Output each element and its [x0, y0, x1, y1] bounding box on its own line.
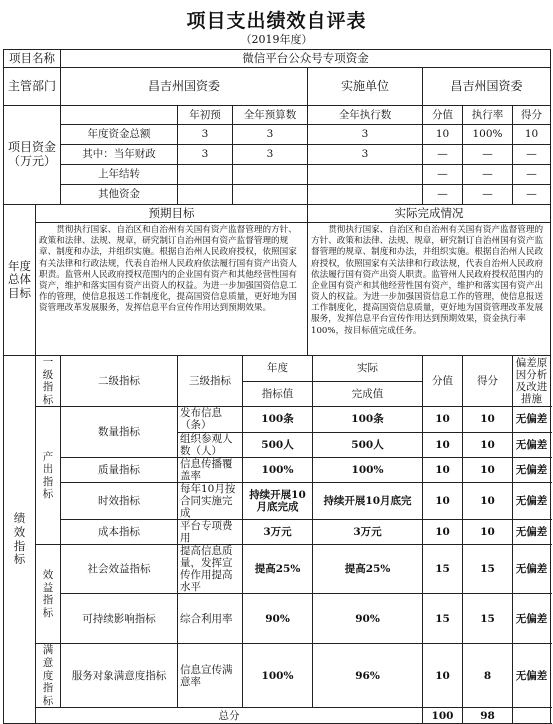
- level3-cell: 平台专项费用: [178, 519, 243, 544]
- header-level2: 二级指标: [61, 356, 178, 407]
- level2-cell: 服务对象满意度指标: [61, 644, 178, 708]
- actual-cell: 90%: [313, 594, 423, 644]
- score-cell: 10: [463, 482, 513, 519]
- value-cell: 15: [423, 594, 463, 644]
- indicator-row: [4, 482, 551, 519]
- funds-header-rate: 执行率: [463, 106, 513, 125]
- funds-row-score: —: [513, 185, 551, 205]
- value-cell: 10: [423, 482, 463, 519]
- level1-benefit: 效益指标: [36, 545, 61, 644]
- remark-cell: 无偏差: [513, 432, 551, 457]
- funds-row: [4, 165, 551, 185]
- funds-row-budget: 3: [233, 145, 308, 165]
- indicator-row: [4, 457, 551, 482]
- remark-cell: 无偏差: [513, 457, 551, 482]
- target-cell: 持续开展10月底完成: [243, 482, 313, 519]
- funds-row-rate: 100%: [463, 125, 513, 145]
- funds-label: 项目资金（万元）: [4, 106, 61, 205]
- actual-cell: 500人: [313, 432, 423, 457]
- funds-row-score-value: —: [423, 185, 463, 205]
- level2-cell: 可持续影响指标: [61, 594, 178, 644]
- score-cell: 10: [463, 432, 513, 457]
- funds-row-initial: 3: [178, 125, 233, 145]
- header-annual-bottom: 指标值: [243, 381, 313, 407]
- score-cell: 10: [463, 407, 513, 432]
- impl-value: 昌吉州国资委: [423, 68, 551, 106]
- remark-cell: 无偏差: [513, 644, 551, 708]
- funds-header-score-value: 分值: [423, 106, 463, 125]
- actual-cell: 96%: [313, 644, 423, 708]
- funds-row-initial: 3: [178, 145, 233, 165]
- project-name-row: [4, 50, 551, 68]
- goals-text-row: [4, 223, 551, 356]
- funds-row-score-value: 10: [423, 125, 463, 145]
- funds-header-score: 得分: [513, 106, 551, 125]
- funds-row-initial: [178, 165, 233, 185]
- funds-row: [4, 145, 551, 165]
- funds-row-score: —: [513, 165, 551, 185]
- goals-expected-text: 贯彻执行国家、自治区和自治州有关国有资产监督管理的方针、政策和法律、法规、规章，研究制订自治州国有资产监督管理的规章、制度和办法，并组织实施。根据自治州人民政府授权，依照国家有关法律和行政法规，代表自治州人民政府依法履行国有资产出资人职责。监管州人民政府授权范围内的企业国有资产和其他经营性国有资产，维护和落实国有资产出资人的权益。为进一步加强国资信息工作的管理，使信息报送工作制度化，提高国资信息质量，更好地为国资管理改革发展服务，发挥信息平台宣传作用达到预期效果。: [36, 223, 308, 356]
- total-score: 98: [463, 708, 513, 724]
- header-score-value: 分值: [423, 356, 463, 407]
- indicator-row: [4, 407, 551, 432]
- remark-cell: 无偏差: [513, 407, 551, 432]
- value-cell: 15: [423, 545, 463, 594]
- value-cell: 10: [423, 432, 463, 457]
- funds-row-exec: 3: [308, 125, 423, 145]
- target-cell: 提高25%: [243, 545, 313, 594]
- remark-cell: 无偏差: [513, 482, 551, 519]
- funds-row-name: 上年结转: [61, 165, 178, 185]
- evaluation-table: [3, 49, 551, 724]
- actual-cell: 持续开展10月底完: [313, 482, 423, 519]
- level2-cell: 质量指标: [61, 457, 178, 482]
- header-actual-top: 实际: [313, 356, 423, 382]
- total-label: 总分: [36, 708, 423, 724]
- indicator-row: [4, 644, 551, 708]
- level2-cell: 数量指标: [61, 407, 178, 457]
- remark-cell: 无偏差: [513, 519, 551, 544]
- actual-cell: 100条: [313, 407, 423, 432]
- level2-cell: 社会效益指标: [61, 545, 178, 594]
- project-name-label: 项目名称: [4, 50, 61, 68]
- header-remark: 偏差原因分析及改进措施: [513, 356, 551, 407]
- funds-row: [4, 185, 551, 205]
- dept-row: [4, 68, 551, 106]
- funds-row-initial: [178, 185, 233, 205]
- year-subtitle: （2019年度）: [240, 33, 313, 46]
- level3-cell: 组织参观人数（人）: [178, 432, 243, 457]
- level3-cell: 综合利用率: [178, 594, 243, 644]
- funds-row-exec: [308, 185, 423, 205]
- indicator-header-row-top: [4, 356, 551, 382]
- goals-header-row: [4, 205, 551, 223]
- funds-row-budget: 3: [233, 125, 308, 145]
- remark-cell: 无偏差: [513, 545, 551, 594]
- header-level1: 一级指标: [36, 356, 61, 407]
- value-cell: 10: [423, 407, 463, 432]
- indicator-row: [4, 519, 551, 544]
- score-cell: 10: [463, 519, 513, 544]
- project-name-value: 微信平台公众号专项资金: [61, 50, 551, 68]
- goals-label: 年度总体目标: [4, 205, 36, 356]
- dept-value: 昌吉州国资委: [61, 68, 308, 106]
- funds-row-rate: —: [463, 145, 513, 165]
- header-annual-top: 年度: [243, 356, 313, 382]
- value-cell: 10: [423, 519, 463, 544]
- funds-row-budget: [233, 165, 308, 185]
- goals-actual-text: 贯彻执行国家、自治区和自治州有关国有资产监督管理的方针、政策和法律、法规、规章，研究制订自治州国有资产监督管理的规章、制度和办法，并组织实施。根据自治州人民政府授权，依照国家有关法律和行政法规，代表自治州人民政府依法履行国有资产出资人职责。监管州人民政府授权范围内的企业国有资产和其他经营性国有资产，维护和落实国有资产出资人的权益。为进一步加强国资信息工作的管理，使信息报送工作制度化，提高国资信息质量，更好地为国资管理改革发展服务，发挥信息平台宣传作用达到预期效果，资金执行率100%，按目标值完成任务。: [308, 223, 551, 356]
- score-cell: 15: [463, 545, 513, 594]
- score-cell: 8: [463, 644, 513, 708]
- funds-row-name: 年度资金总额: [61, 125, 178, 145]
- indicator-row: [4, 545, 551, 594]
- funds-header-budget: 全年预算数: [233, 106, 308, 125]
- funds-row-score-value: —: [423, 145, 463, 165]
- actual-cell: 3万元: [313, 519, 423, 544]
- level3-cell: 每年10月按合同实施完成: [178, 482, 243, 519]
- funds-row-name: 其中：当年财政: [61, 145, 178, 165]
- indicator-row: [4, 594, 551, 644]
- funds-row-score: 10: [513, 125, 551, 145]
- funds-header-row: [4, 106, 551, 125]
- level3-cell: 发布信息（条）: [178, 407, 243, 432]
- funds-header-exec: 全年执行数: [308, 106, 423, 125]
- goals-actual-header: 实际完成情况: [308, 205, 551, 223]
- level3-cell: 信息传播覆盖率: [178, 457, 243, 482]
- funds-row-name: 其他资金: [61, 185, 178, 205]
- total-row: [4, 708, 551, 724]
- header-score: 得分: [463, 356, 513, 407]
- level1-output: 产出指标: [36, 407, 61, 545]
- score-cell: 10: [463, 457, 513, 482]
- target-cell: 100%: [243, 644, 313, 708]
- actual-cell: 100%: [313, 457, 423, 482]
- level3-cell: 信息宣传满意率: [178, 644, 243, 708]
- level2-cell: 成本指标: [61, 519, 178, 544]
- total-remark: [513, 708, 551, 724]
- page-title: 项目支出绩效自评表: [186, 10, 367, 32]
- goals-expected-header: 预期目标: [36, 205, 308, 223]
- funds-row-score-value: —: [423, 165, 463, 185]
- remark-cell: 无偏差: [513, 594, 551, 644]
- funds-row-budget: [233, 185, 308, 205]
- funds-row-exec: [308, 165, 423, 185]
- target-cell: 100条: [243, 407, 313, 432]
- target-cell: 90%: [243, 594, 313, 644]
- funds-row: [4, 125, 551, 145]
- impl-label: 实施单位: [308, 68, 423, 106]
- header-level3: 三级指标: [178, 356, 243, 407]
- funds-header-blank: [61, 106, 178, 125]
- header-actual-bottom: 完成值: [313, 381, 423, 407]
- target-cell: 100%: [243, 457, 313, 482]
- funds-row-rate: —: [463, 185, 513, 205]
- target-cell: 3万元: [243, 519, 313, 544]
- level2-cell: 时效指标: [61, 482, 178, 519]
- value-cell: 10: [423, 644, 463, 708]
- value-cell: 10: [423, 457, 463, 482]
- funds-row-score: —: [513, 145, 551, 165]
- indicators-section-label: 绩效指标: [4, 356, 36, 724]
- total-value: 100: [423, 708, 463, 724]
- score-cell: 15: [463, 594, 513, 644]
- target-cell: 500人: [243, 432, 313, 457]
- actual-cell: 提高25%: [313, 545, 423, 594]
- level1-satisfaction: 满意度指标: [36, 644, 61, 708]
- funds-header-initial: 年初预: [178, 106, 233, 125]
- funds-row-exec: 3: [308, 145, 423, 165]
- funds-row-rate: —: [463, 165, 513, 185]
- dept-label: 主管部门: [4, 68, 61, 106]
- level3-cell: 提高信息质量，发挥宣传作用提高水平: [178, 545, 243, 594]
